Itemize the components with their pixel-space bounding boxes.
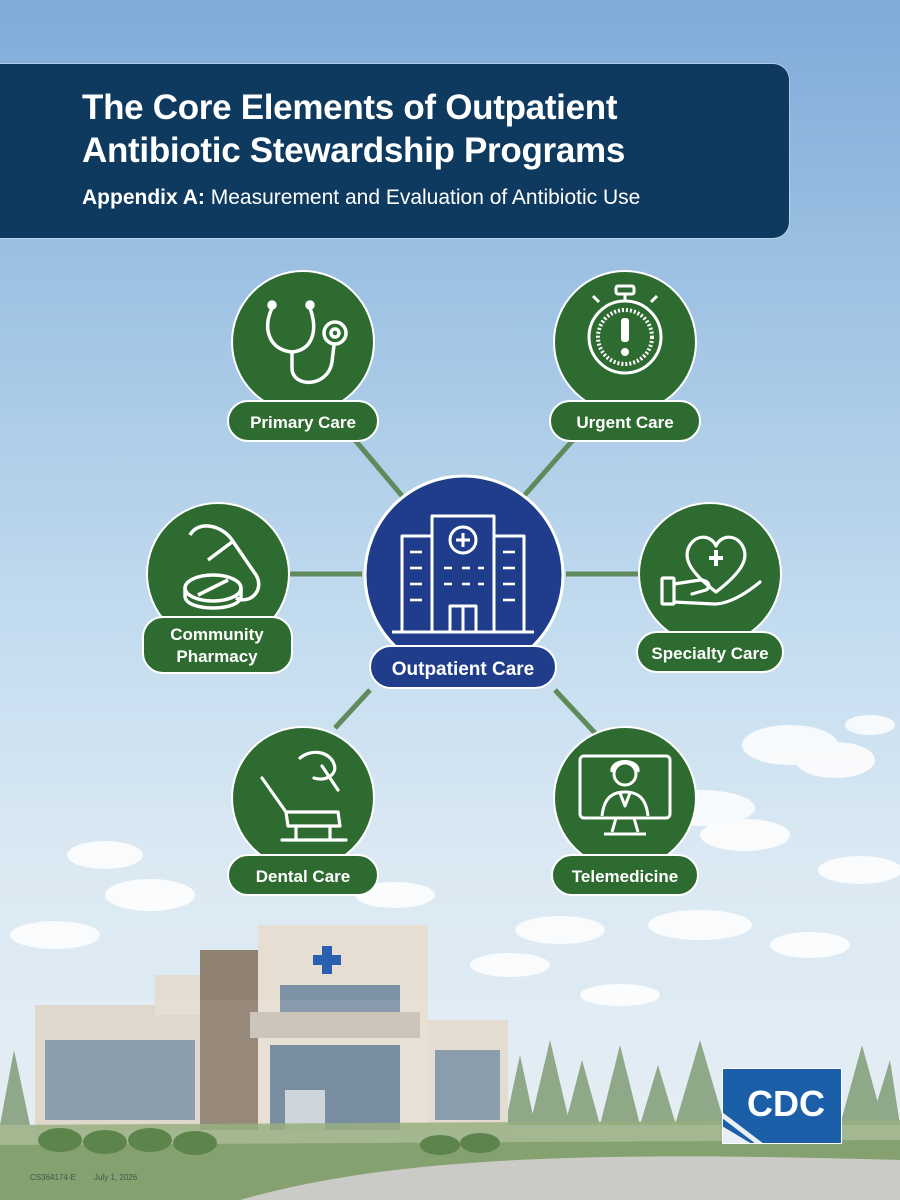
cdc-logo-text: CDC	[747, 1083, 825, 1124]
title-line-1: The Core Elements of Outpatient	[82, 88, 618, 127]
label-primary-care: Primary Care	[250, 413, 356, 432]
publication-date: July 1, 2026	[94, 1173, 138, 1182]
title-line-2: Antibiotic Stewardship Programs	[82, 131, 626, 170]
subtitle-text: Measurement and Evaluation of Antibiotic Use	[210, 186, 641, 209]
subtitle-appendix: Appendix A:	[82, 186, 205, 209]
node-specialty-care	[637, 503, 783, 672]
connector-dental	[335, 690, 370, 728]
node-telemedicine	[552, 727, 698, 895]
publication-code: CS364174-E	[30, 1173, 76, 1182]
label-telemedicine: Telemedicine	[571, 867, 679, 886]
connector-primary	[355, 440, 403, 497]
hub-outpatient-care	[365, 476, 563, 688]
connector-urgent	[523, 440, 573, 497]
connector-telemedicine	[555, 690, 595, 733]
node-dental-care	[228, 727, 378, 895]
label-pharmacy: Pharmacy	[176, 647, 258, 666]
node-urgent-care	[550, 271, 700, 441]
cdc-logo	[722, 1068, 842, 1144]
label-dental-care: Dental Care	[255, 867, 351, 886]
label-urgent-care: Urgent Care	[576, 413, 674, 432]
label-community: Community	[170, 625, 264, 644]
node-primary-care	[228, 271, 378, 441]
label-specialty-care: Specialty Care	[651, 644, 769, 663]
label-outpatient-care: Outpatient Care	[391, 659, 535, 680]
footer	[30, 1173, 153, 1182]
node-community-pharmacy	[143, 503, 292, 673]
